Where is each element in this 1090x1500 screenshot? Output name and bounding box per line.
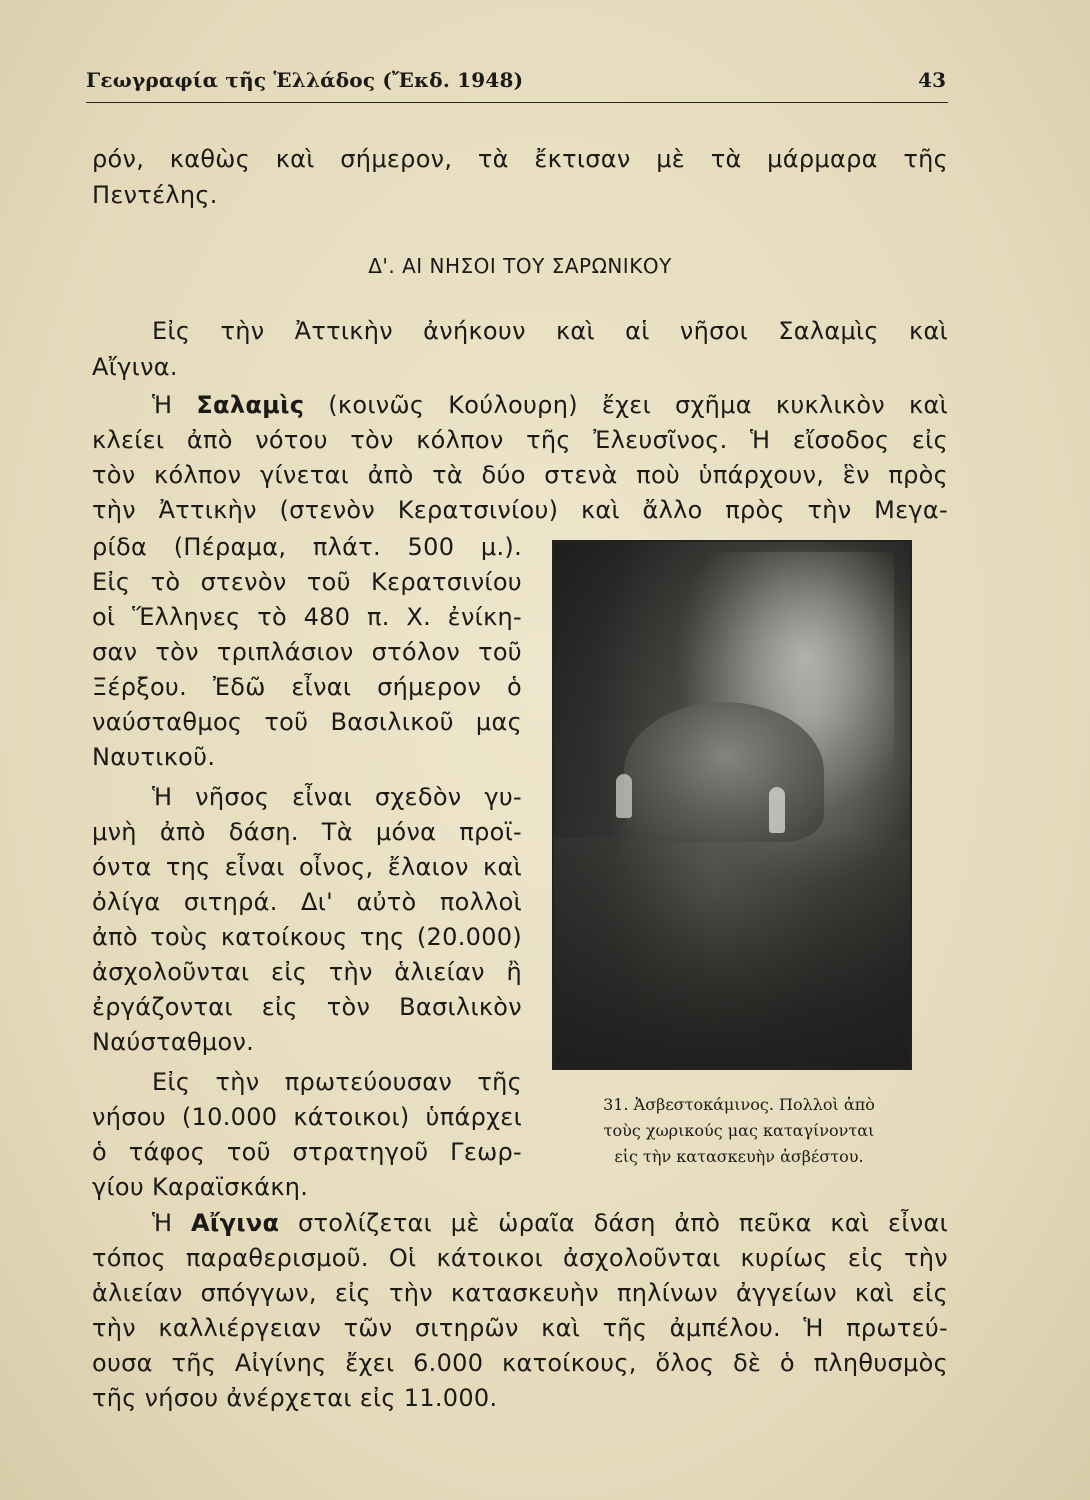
text-line: ὀλίγα σιτηρά. Δι' αὐτὸ πολλοὶ	[92, 888, 522, 916]
text-line: ρίδα (Πέραμα, πλάτ. 500 μ.).	[92, 533, 522, 561]
text-line: Πεντέλης.	[92, 181, 218, 209]
text-line: νήσου (10.000 κάτοικοι) ὑπάρχει	[92, 1103, 522, 1131]
text-line: ἀπὸ τοὺς κατοίκους της (20.000)	[92, 923, 522, 951]
header-title: Γεωγραφία τῆς Ἑλλάδος (Ἔκδ. 1948)	[86, 68, 524, 92]
photo-kiln	[624, 702, 824, 842]
text-line: τὴν καλλιέργειαν τῶν σιτηρῶν καὶ τῆς ἀμπέλου. Ἡ πρωτεύ-	[92, 1314, 948, 1342]
aegina-rest: στολίζεται μὲ ὡραῖα δάση ἀπὸ πεῦκα καὶ εἶναι	[279, 1209, 949, 1237]
text-line: Ἡ νῆσος εἶναι σχεδὸν γυ-	[152, 783, 522, 811]
aegina-name: Αἴγινα	[191, 1209, 280, 1237]
salamis-first-line	[92, 390, 948, 420]
text-line: Ξέρξου. Ἐδῶ εἶναι σήμερον ὁ	[92, 673, 522, 701]
text-line: γίου Καραϊσκάκη.	[92, 1173, 309, 1201]
text-line: Εἰς τὸ στενὸν τοῦ Κερατσινίου	[92, 568, 522, 596]
text-line: οἱ Ἕλληνες τὸ 480 π. Χ. ἐνίκη-	[92, 603, 522, 631]
salamis-lead: Ἡ	[152, 391, 197, 419]
aegina-first-line	[92, 1208, 948, 1238]
text-line: ἁλιείαν σπόγγων, εἰς τὴν κατασκευὴν πηλίνων ἀγγείων καὶ εἰς	[92, 1279, 948, 1307]
text-line: Εἰς τὴν πρωτεύουσαν τῆς	[152, 1068, 522, 1096]
text-line: τὸν κόλπον γίνεται ἀπὸ τὰ δύο στενὰ ποὺ ὑπάρχουν, ἓν πρὸς	[92, 461, 948, 489]
figure-caption-line: 31. Ἀσβεστοκάμινος. Πολλοὶ ἀπὸ	[603, 1095, 875, 1114]
photo-person	[769, 787, 785, 833]
section-heading: Δ'. ΑΙ ΝΗΣΟΙ ΤΟΥ ΣΑΡΩΝΙΚΟΥ	[368, 254, 672, 278]
text-line: Αἴγινα.	[92, 353, 178, 381]
text-line: Ναύσταθμον.	[92, 1028, 255, 1056]
lime-kiln-photo	[552, 540, 912, 1070]
text-line: Εἰς τὴν Ἀττικὴν ἀνήκουν καὶ αἱ νῆσοι Σαλαμὶς καὶ	[152, 317, 948, 345]
figure-caption-line: τοὺς χωρικούς μας καταγίνονται	[603, 1121, 875, 1140]
photo-person	[616, 774, 632, 818]
running-header	[86, 66, 948, 103]
text-line: ουσα τῆς Αἰγίνης ἔχει 6.000 κατοίκους, ὅλος δὲ ὁ πληθυσμὸς	[92, 1349, 948, 1377]
text-line: ἀσχολοῦνται εἰς τὴν ἁλιείαν ἢ	[92, 958, 522, 986]
text-line: μνὴ ἀπὸ δάση. Τὰ μόνα προϊ-	[92, 818, 522, 846]
salamis-name: Σαλαμὶς	[196, 391, 305, 419]
photo-ground	[554, 838, 910, 1068]
text-line: όντα της εἶναι οἶνος, ἔλαιον καὶ	[92, 853, 522, 881]
text-line: ρόν, καθὼς καὶ σήμερον, τὰ ἔκτισαν μὲ τὰ μάρμαρα τῆς	[92, 145, 948, 173]
text-line: τόπος παραθερισμοῦ. Οἱ κάτοικοι ἀσχολοῦνται κυρίως εἰς τὴν	[92, 1244, 948, 1272]
page-number: 43	[918, 68, 946, 92]
text-line: κλείει ἀπὸ νότου τὸν κόλπον τῆς Ἐλευσῖνος. Ἡ εἴσοδος εἰς	[92, 426, 948, 454]
text-line: ἐργάζονται εἰς τὸν Βασιλικὸν	[92, 993, 522, 1021]
text-line: σαν τὸν τριπλάσιον στόλον τοῦ	[92, 638, 522, 666]
aegina-lead: Ἡ	[152, 1209, 192, 1237]
text-line: ναύσταθμος τοῦ Βασιλικοῦ μας	[92, 708, 522, 736]
text-line: τῆς νήσου ἀνέρχεται εἰς 11.000.	[92, 1384, 498, 1412]
text-line: τὴν Ἀττικὴν (στενὸν Κερατσινίου) καὶ ἄλλο πρὸς τὴν Μεγα-	[92, 496, 948, 524]
text-line: Ναυτικοῦ.	[92, 743, 216, 771]
figure-caption-line: εἰς τὴν κατασκευὴν ἀσβέστου.	[614, 1147, 864, 1166]
text-line: ὁ τάφος τοῦ στρατηγοῦ Γεωρ-	[92, 1138, 522, 1166]
salamis-rest: (κοινῶς Κούλουρη) ἔχει σχῆμα κυκλικὸν καὶ	[304, 391, 948, 419]
